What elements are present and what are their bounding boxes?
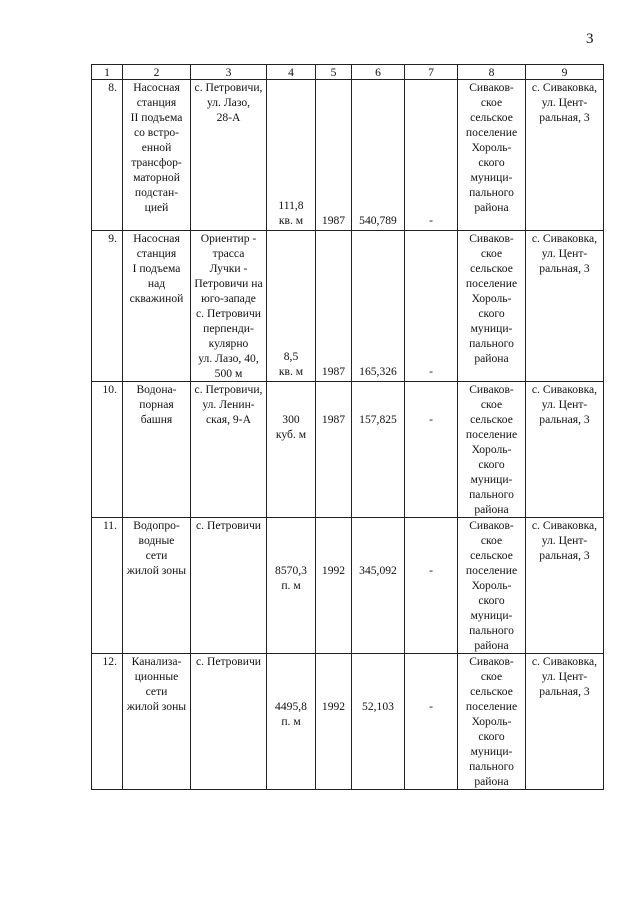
object-year: 1987: [316, 231, 352, 382]
object-owner: Сиваков- ское сельское поселение Хороль- ского муници- пального района: [458, 518, 526, 654]
page-number: 3: [586, 31, 594, 47]
row-number: 12.: [92, 654, 123, 790]
object-value: 540,789: [352, 80, 405, 231]
object-name: Водопро- водные сети жилой зоны: [123, 518, 191, 654]
object-address: с. Сиваковка, ул. Цент- ральная, 3: [526, 382, 604, 518]
object-location: с. Петровичи, ул. Лазо, 28-А: [191, 80, 267, 231]
header-cell-4: 4: [267, 65, 316, 80]
object-location: Ориентир - трасса Лучки - Петровичи на юго-западе с. Петровичи перпенди- кулярно ул. Лазо, 40, 500 м: [191, 231, 267, 382]
header-cell-3: 3: [191, 65, 267, 80]
object-col7: -: [405, 382, 458, 518]
object-owner: Сиваков- ское сельское поселение Хороль- ского муници- пального района: [458, 231, 526, 382]
header-cell-5: 5: [316, 65, 352, 80]
object-value: 165,326: [352, 231, 405, 382]
header-cell-1: 1: [92, 65, 123, 80]
property-registry-table: [91, 64, 604, 790]
object-address: с. Сиваковка, ул. Цент- ральная, 3: [526, 518, 604, 654]
table-row: [92, 382, 604, 518]
object-owner: Сиваков- ское сельское поселение Хороль- ского муници- пального района: [458, 382, 526, 518]
table-row: [92, 518, 604, 654]
object-col7: -: [405, 80, 458, 231]
header-row: [92, 65, 604, 80]
header-cell-7: 7: [405, 65, 458, 80]
object-location: с. Петровичи: [191, 654, 267, 790]
object-area: 8,5 кв. м: [267, 231, 316, 382]
header-cell-2: 2: [123, 65, 191, 80]
header-cell-8: 8: [458, 65, 526, 80]
object-col7: -: [405, 518, 458, 654]
header-cell-6: 6: [352, 65, 405, 80]
object-name: Водона- порная башня: [123, 382, 191, 518]
object-year: 1987: [316, 382, 352, 518]
object-name: Насосная станция I подъема над скважиной: [123, 231, 191, 382]
object-owner: Сиваков- ское сельское поселение Хороль- ского муници- пального района: [458, 654, 526, 790]
object-address: с. Сиваковка, ул. Цент- ральная, 3: [526, 80, 604, 231]
object-name: Канализа- ционные сети жилой зоны: [123, 654, 191, 790]
object-area: 4495,8 п. м: [267, 654, 316, 790]
row-number: 9.: [92, 231, 123, 382]
table-row: [92, 80, 604, 231]
object-col7: -: [405, 654, 458, 790]
object-area: 300 куб. м: [267, 382, 316, 518]
object-area: 8570,3 п. м: [267, 518, 316, 654]
header-cell-9: 9: [526, 65, 604, 80]
object-location: с. Петровичи: [191, 518, 267, 654]
object-name: Насосная станция II подъема со встро- енной трансфор- маторной подстан- цией: [123, 80, 191, 231]
table-row: [92, 231, 604, 382]
object-year: 1992: [316, 518, 352, 654]
object-year: 1987: [316, 80, 352, 231]
row-number: 10.: [92, 382, 123, 518]
object-year: 1992: [316, 654, 352, 790]
object-address: с. Сиваковка, ул. Цент- ральная, 3: [526, 654, 604, 790]
table-row: [92, 654, 604, 790]
object-address: с. Сиваковка, ул. Цент- ральная, 3: [526, 231, 604, 382]
object-owner: Сиваков- ское сельское поселение Хороль- ского муници- пального района: [458, 80, 526, 231]
object-area: 111,8 кв. м: [267, 80, 316, 231]
object-value: 52,103: [352, 654, 405, 790]
row-number: 11.: [92, 518, 123, 654]
object-col7: -: [405, 231, 458, 382]
object-location: с. Петровичи, ул. Ленин- ская, 9-А: [191, 382, 267, 518]
object-value: 345,092: [352, 518, 405, 654]
row-number: 8.: [92, 80, 123, 231]
object-value: 157,825: [352, 382, 405, 518]
